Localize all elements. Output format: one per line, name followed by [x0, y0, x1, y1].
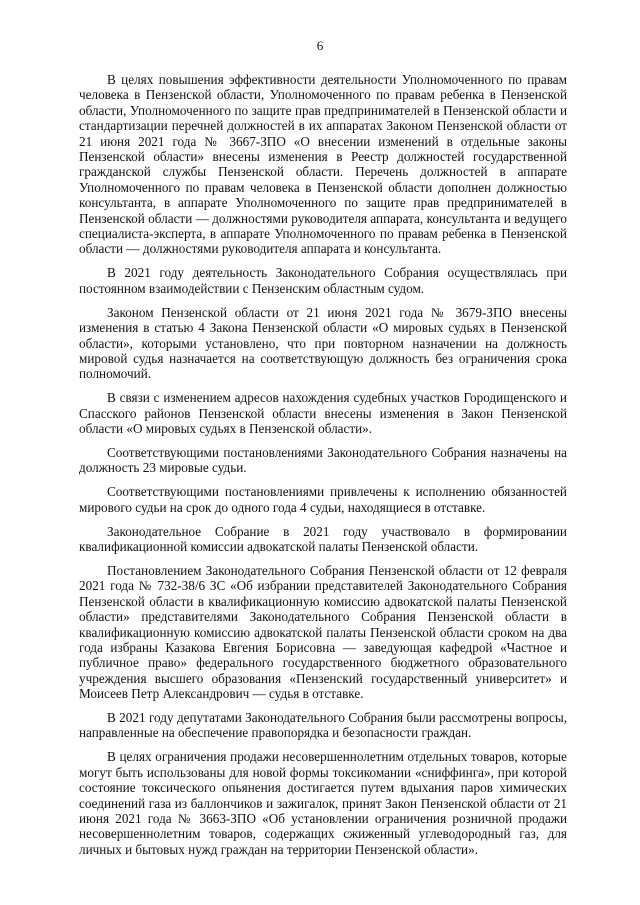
paragraph-court-cooperation: В 2021 году деятельность Законодательного Собрания осуществлялась при постоянном взаимодействии с Пензенским областным судом. — [79, 265, 567, 296]
paragraph-law-3663: В целях ограничения продажи несовершеннолетним отдельных товаров, которые могут быть использованы для новой формы токсикомании «сниффинга», при которой состояние токсического опьянения достигается путем вдыхания паров химических соединений газа из баллончиков и зажигалок, принят Закон Пензенской области от 21 июня 2021 года № 3663-ЗПО «Об установлении ограничения розничной продажи несовершеннолетним товаров, содержащих сжиженный углеводородный газ, для личных и бытовых нужд граждан на территории Пензенской области». — [79, 749, 567, 857]
paragraph-public-order: В 2021 году депутатами Законодательного Собрания были рассмотрены вопросы, направленные на обеспечение правопорядка и безопасности граждан. — [79, 710, 567, 741]
document-body — [79, 72, 567, 866]
paragraph-bar-commission: Законодательное Собрание в 2021 году участвовало в формировании квалификационной комиссии адвокатской палаты Пензенской области. — [79, 523, 567, 554]
paragraph-staff-positions: В целях повышения эффективности деятельности Уполномоченного по правам человека в Пензенской области, Уполномоченного по правам ребенка в Пензенской области, Уполномоченного по защите прав предпринимателей в Пензенской области и стандартизации перечней должностей в их аппаратах Законом Пензенской области от 21 июня 2021 года № 3667-ЗПО «О внесении изменений в отдельные законы Пензенской области» внесены изменения в Реестр должностей государственной гражданской службы Пензенской области. Перечень должностей в аппарате Уполномоченного по правам человека в Пензенской области дополнен должностью консультанта, в аппарате Уполномоченного по защите прав предпринимателей в Пензенской области — должностями руководителя аппарата, консультанта и ведущего специалиста-эксперта, в аппарате Уполномоченного по правам ребенка в Пензенской области — должностями руководителя аппарата и консультанта. — [79, 72, 567, 257]
paragraph-retired-judges: Соответствующими постановлениями привлечены к исполнению обязанностей мирового судьи на срок до одного года 4 судьи, находящиеся в отставке. — [79, 484, 567, 515]
paragraph-court-addresses: В связи с изменением адресов нахождения судебных участков Городищенского и Спасского районов Пензенской области внесены изменения в Закон Пензенской области «О мировых судьях в Пензенской области». — [79, 390, 567, 437]
page-number: 6 — [316, 38, 324, 53]
paragraph-law-3679: Законом Пензенской области от 21 июня 2021 года № 3679-ЗПО внесены изменения в статью 4 Закона Пензенской области «О мировых судьях в Пензенской области», которыми установлено, что при повторном назначении на должность мировой судья назначается на соответствующую должность без ограничения срока полномочий. — [79, 304, 567, 382]
paragraph-commission-representatives: Постановлением Законодательного Собрания Пензенской области от 12 февраля 2021 года № 732-38/6 ЗС «Об избрании представителей Законодательного Собрания Пензенской области в квалификационную комиссию адвокатской палаты Пензенской области» представителями Законодательного Собрания Пензенской области в квалификационную комиссию адвокатской палаты Пензенской области сроком на два года избраны Казакова Евгения Борисовна — заведующая кафедрой «Частное и публичное право» федерального государственного бюджетного образовательного учреждения высшего образования «Пензенский государственный университет» и Моисеев Петр Александрович — судья в отставке. — [79, 562, 567, 702]
paragraph-judges-appointed: Соответствующими постановлениями Законодательного Собрания назначены на должность 23 мировые судьи. — [79, 444, 567, 476]
